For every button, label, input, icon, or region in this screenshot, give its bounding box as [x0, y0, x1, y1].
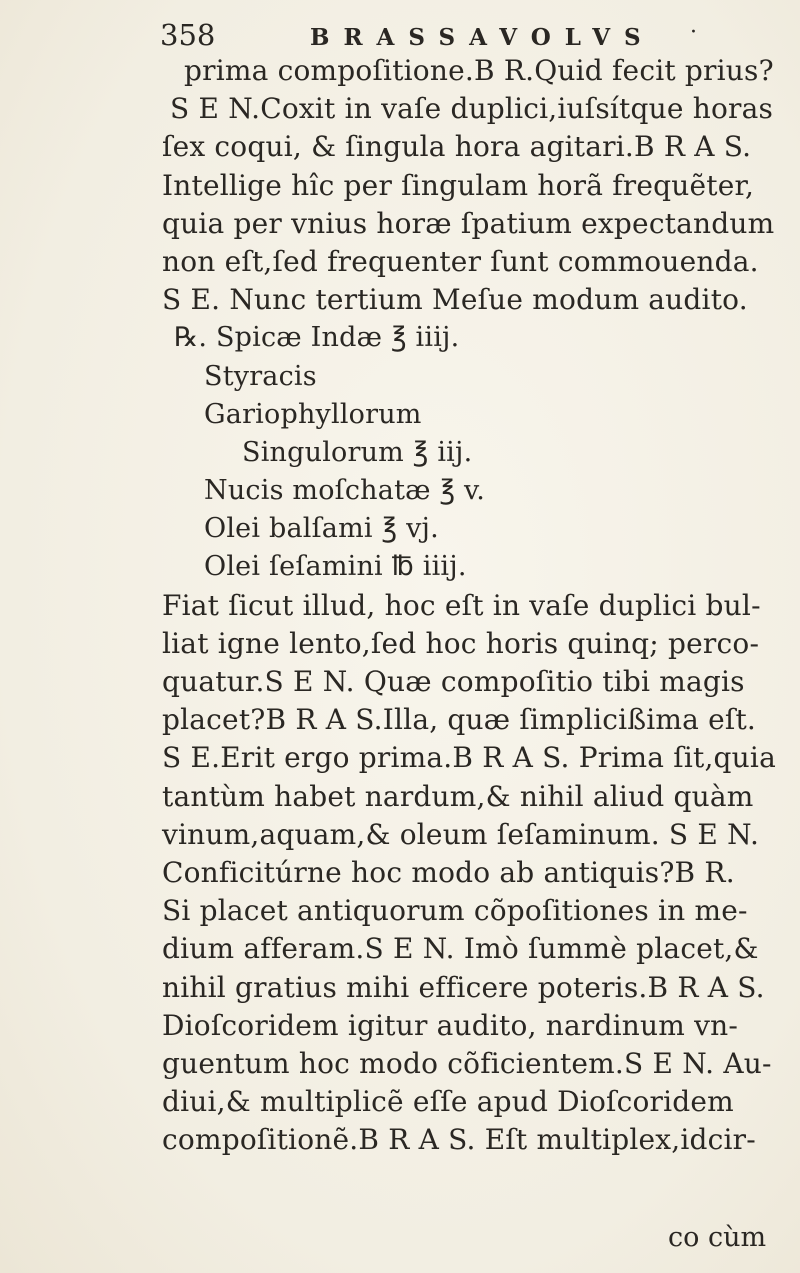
text-line: diui,& multiplicẽ eſſe apud Dioſcoridem — [162, 1085, 734, 1119]
text-line: Intellige hîc per ſingulam horã frequẽter, — [162, 168, 755, 202]
text-line: quia per vnius horæ ſpatium expectandum — [162, 206, 775, 240]
text-line: vinum,aquam,& oleum ſeſaminum. S E N. — [162, 817, 760, 851]
text-line: S E N.Coxit in vaſe duplici,iuſsítque horas — [170, 92, 774, 126]
text-line: Nucis moſchatæ ℥ v. — [204, 475, 486, 507]
text-line: S E.Erit ergo prima.B R A S. Prima ſit,quia — [162, 741, 776, 775]
text-line: liat igne lento,ſed hoc horis quinq; perco- — [162, 626, 760, 660]
text-line: prima compoſitione.B R.Quid fecit prius? — [184, 54, 774, 87]
running-head: BRASSAVOLVS — [310, 24, 655, 51]
page-number: 358 — [160, 18, 216, 52]
text-line: Dioſcoridem igitur audito, nardinum vn- — [162, 1008, 738, 1042]
text-line: placet?B R A S.Illa, quæ ſimplicißima eſt. — [162, 703, 757, 737]
text-line: non eſt,ſed frequenter ſunt commouenda. — [162, 244, 759, 278]
body-text — [162, 52, 776, 1159]
text-line: Styracis — [204, 360, 317, 392]
text-line: tantùm habet nardum,& nihil aliud quàm — [162, 779, 754, 813]
text-line: ℞. Spicæ Indæ ℥ iiij. — [174, 322, 460, 354]
text-line: guentum hoc modo cõficientem.S E N. Au- — [162, 1046, 772, 1080]
text-line: Olei balſami ℥ vj. — [204, 513, 439, 545]
text-line: Gariophyllorum — [204, 398, 422, 430]
text-line: compoſitionẽ.B R A S. Eſt multiplex,idcir- — [162, 1123, 756, 1157]
text-line: Fiat ſicut illud, hoc eſt in vaſe duplici bul- — [162, 588, 761, 622]
text-line: quatur.S E N. Quæ compoſitio tibi magis — [162, 665, 745, 698]
text-line: nihil gratius mihi efficere poteris.B R A S. — [162, 970, 765, 1004]
text-line: Conficitúrne hoc modo ab antiquis?B R. — [162, 855, 735, 889]
text-line: ſex coqui, & ſingula hora agitari.B R A S. — [162, 130, 752, 164]
text-line: Olei ſeſamini ℔ iiij. — [204, 551, 467, 583]
header-marker: · — [690, 20, 697, 45]
text-line: Si placet antiquorum cõpoſitiones in me- — [162, 894, 748, 928]
text-line: dium afferam.S E N. Imò ſummè placet,& — [162, 932, 759, 966]
catchword: co cùm — [668, 1222, 767, 1253]
text-line: Singulorum ℥ iij. — [242, 436, 473, 468]
text-line: S E. Nunc tertium Meſue modum audito. — [162, 283, 748, 317]
